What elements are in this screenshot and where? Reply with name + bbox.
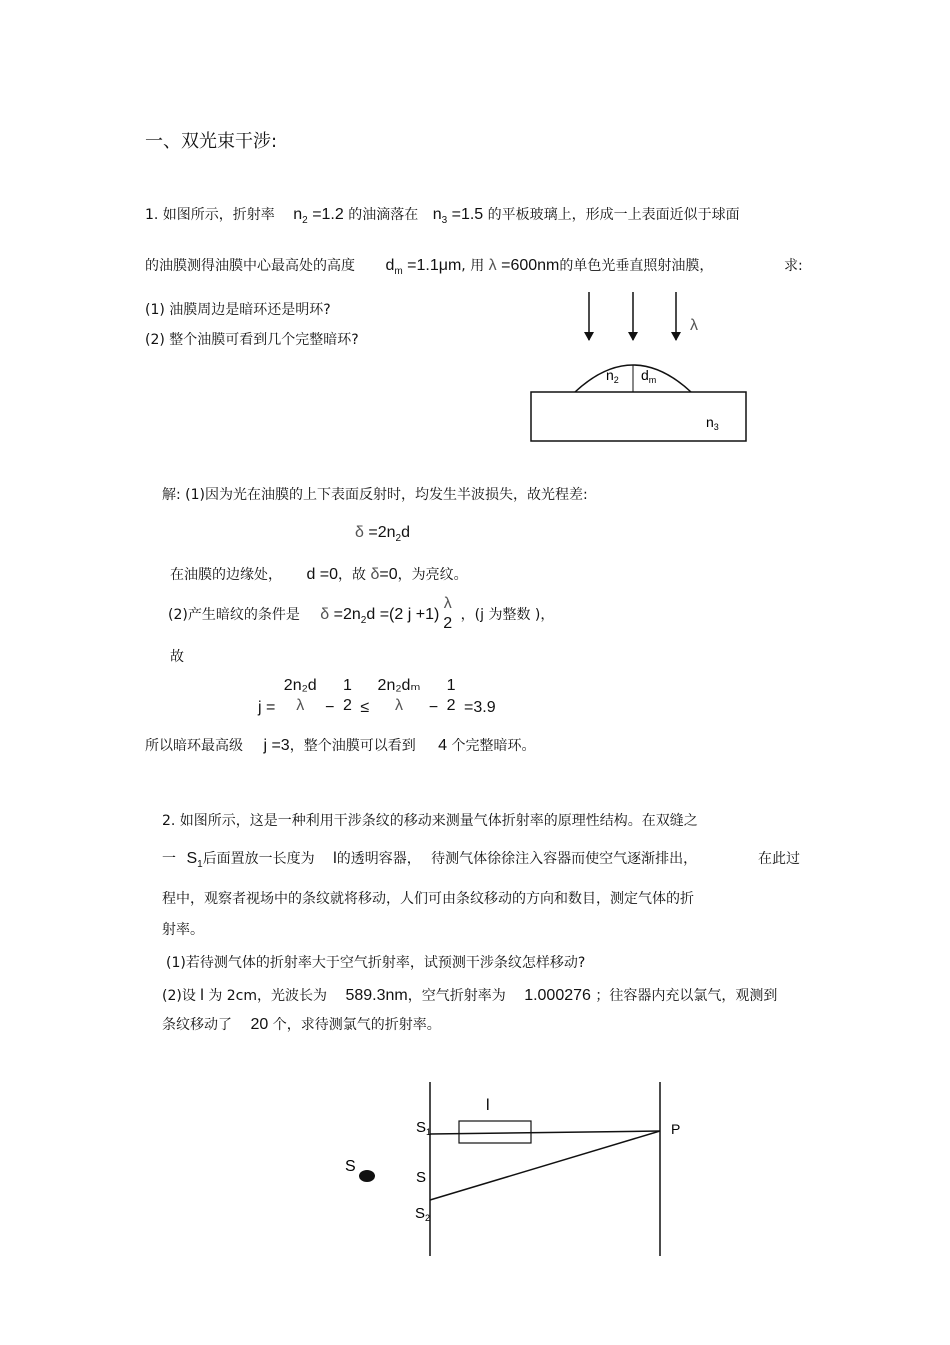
problem2-line2: 一 $S_1$后面置放一长度为 l的透明容器， 待测气体徐徐注入容器而使空气逐渐排出， (162, 850, 698, 870)
equation-j-bound: j = 2n₂d λ − 1 2 ≤ 2n₂dₘ λ − 1 2 =3.9 (258, 677, 496, 717)
n3-symbol: $n_3 =1.5$ (432, 206, 484, 226)
arrow-head-icon (628, 332, 638, 341)
equation-path-difference: $\delta =2n_2d$ (355, 524, 410, 544)
dm-symbol: $d_m =1.1\mu m$ (385, 257, 462, 277)
therefore-label: 故 (170, 649, 184, 665)
problem1-ask: 求: (784, 258, 803, 274)
gas-container (459, 1121, 531, 1143)
conclusion: 所以暗环最高级 j =3，整个油膜可以看到 4 个完整暗环。 (145, 737, 536, 754)
source-s-label: S (345, 1158, 356, 1175)
p1-text: 的油膜测得油膜中心最高处的高度 (145, 258, 355, 274)
p1-text: 的单色光垂直照射油膜， (559, 258, 714, 274)
question-1: (1) 油膜周边是暗环还是明环? (145, 302, 331, 318)
slit-s2-label: $S_2$ (415, 1205, 431, 1223)
problem2-line3: 程中，观察者视场中的条纹就将移动，人们可由条纹移动的方向和数目，测定气体的折 (162, 891, 694, 907)
ray-s2-p (430, 1131, 660, 1200)
slit-s1-label: $S_1$ (416, 1119, 432, 1137)
dm-label: $d_m$ (641, 367, 657, 385)
section-title: 一、双光束干涉: (145, 131, 278, 152)
edge-condition: 在油膜的边缘处， d =0，故 δ=0，为亮纹。 (170, 566, 468, 583)
problem2-line1: 2. 如图所示，这是一种利用干涉条纹的移动来测量气体折射率的原理性结构。在双缝之 (162, 813, 698, 829)
problem2-question-2: (2)设 l 为 2cm，光波长为 589.3nm，空气折射率为 1.000276 ；往容器内充以氯气，观测到 (162, 987, 778, 1004)
problem2-line4: 射率。 (162, 922, 204, 938)
dark-fringe-condition: (2)产生暗纹的条件是 $\delta =2n_2d =(2$ j +1) λ 2 ，(j 为整数 )， (168, 595, 555, 632)
p1-text: , 用 (461, 258, 485, 274)
arrow-head-icon (584, 332, 594, 341)
lambda-value: λ =600nm (488, 257, 560, 274)
n2-label: $n_2$ (606, 367, 619, 385)
arrow-head-icon (671, 332, 681, 341)
ray-s1-p (430, 1131, 660, 1134)
slit-s-label: S (416, 1169, 427, 1186)
n3-label: $n_3$ (706, 414, 719, 432)
n2-symbol: $n_2 =1.2$ (293, 206, 344, 226)
p1-text: 的平板玻璃上，形成一上表面近似于球面 (487, 207, 740, 223)
light-source (359, 1170, 375, 1182)
problem2-line2-end: 在此过 (758, 851, 800, 867)
solution-intro: 解: (1)因为光在油膜的上下表面反射时，均发生半波损失，故光程差: (162, 487, 588, 503)
question-2: (2) 整个油膜可看到几个完整暗环? (145, 332, 359, 348)
p1-text: 的油滴落在 (348, 207, 419, 223)
lambda-label: λ (690, 317, 698, 334)
problem2-question-2-cont: 条纹移动了 20 个，求待测氯气的折射率。 (162, 1016, 441, 1033)
container-length-label: l (486, 1097, 490, 1114)
problem2-question-1: (1)若待测气体的折射率大于空气折射率，试预测干涉条纹怎样移动? (166, 955, 586, 971)
p1-text: 1. 如图所示，折射率 (145, 207, 275, 223)
point-p-label: P (671, 1121, 681, 1137)
